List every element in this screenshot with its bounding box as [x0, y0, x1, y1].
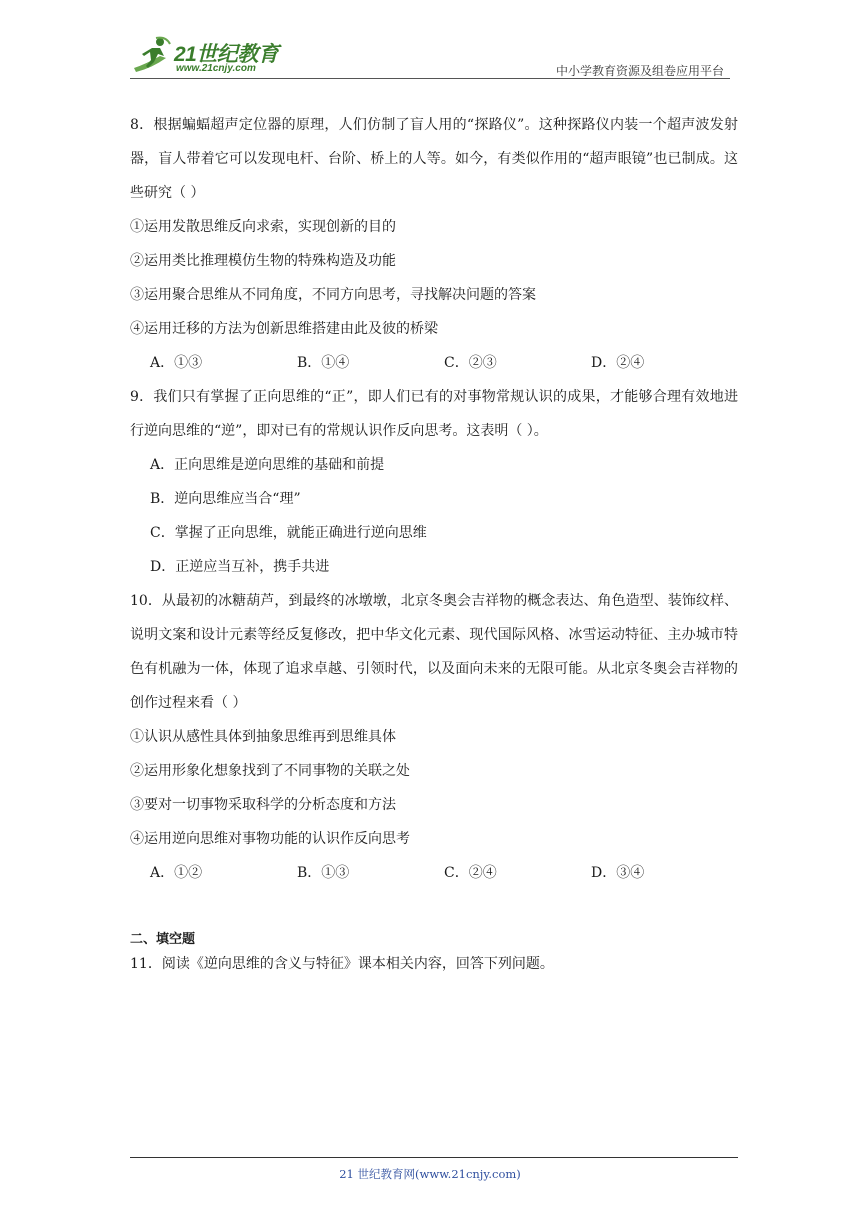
logo-text: 21世纪教育	[174, 43, 279, 66]
footer-divider	[130, 1157, 738, 1158]
question-10	[130, 584, 738, 890]
option-d: D．正逆应当互补，携手共进	[150, 559, 330, 575]
statement-item: ④运用逆向思维对事物功能的认识作反向思考	[130, 831, 410, 847]
option-c: C．掌握了正向思维，就能正确进行逆向思维	[150, 525, 427, 541]
option-a: A．①②	[150, 865, 203, 881]
statement-item: ③运用聚合思维从不同角度，不同方向思考，寻找解决问题的答案	[130, 287, 536, 303]
statement-item: ②运用类比推理模仿生物的特殊构造及功能	[130, 253, 396, 269]
option-c: C．②④	[444, 865, 497, 881]
question-8	[130, 108, 738, 380]
option-b: B．①④	[297, 355, 350, 371]
question-11: 11．阅读《逆向思维的含义与特征》课本相关内容，回答下列问题。	[130, 956, 554, 972]
logo-url: www.21cnjy.com	[176, 63, 256, 74]
runner-logo-icon	[130, 34, 174, 78]
statement-item: ①认识从感性具体到抽象思维再到思维具体	[130, 729, 396, 745]
option-a: A．①③	[150, 355, 203, 371]
option-d: D．②④	[591, 355, 645, 371]
section-fill-in	[130, 928, 738, 976]
header-platform-name: 中小学教育资源及组卷应用平台	[555, 64, 724, 78]
document-body	[130, 108, 738, 976]
option-b: B．逆向思维应当合“理”	[150, 491, 301, 507]
header-divider	[130, 78, 730, 79]
option-c: C．②③	[444, 355, 497, 371]
site-logo	[130, 34, 290, 78]
page-header	[130, 34, 730, 80]
statement-item: ②运用形象化想象找到了不同事物的关联之处	[130, 763, 410, 779]
answer-options	[130, 346, 738, 380]
option-a: A．正向思维是逆向思维的基础和前提	[150, 457, 385, 473]
statement-item: ④运用迁移的方法为创新思维搭建由此及彼的桥梁	[130, 321, 438, 337]
footer-text: 21 世纪教育网(www.21cnjy.com)	[339, 1167, 521, 1181]
option-d: D．③④	[591, 865, 645, 881]
statement-item: ①运用发散思维反向求索，实现创新的目的	[130, 219, 396, 235]
answer-options	[130, 856, 738, 890]
question-stem: 9．我们只有掌握了正向思维的“正”，即人们已有的对事物常规认识的成果，才能够合理有效地进行逆向思维的“逆”，即对已有的常规认识作反向思考。这表明（ ）。	[130, 389, 738, 439]
section-title: 二、填空题	[130, 932, 196, 947]
option-b: B．①③	[297, 865, 350, 881]
statement-item: ③要对一切事物采取科学的分析态度和方法	[130, 797, 396, 813]
question-stem: 10．从最初的冰糖葫芦，到最终的冰墩墩，北京冬奥会吉祥物的概念表达、角色造型、装饰纹样、说明文案和设计元素等经反复修改，把中华文化元素、现代国际风格、冰雪运动特征、主办城市特色有机融为一体，体现了追求卓越、引领时代，以及面向未来的无限可能。从北京冬奥会吉祥物的创作过程来看（ ）	[130, 593, 738, 711]
question-stem: 8．根据蝙蝠超声定位器的原理，人们仿制了盲人用的“探路仪”。这种探路仪内装一个超声波发射器，盲人带着它可以发现电杆、台阶、桥上的人等。如今，有类似作用的“超声眼镜”也已制成。这些研究（ ）	[130, 117, 738, 201]
question-9	[130, 380, 738, 584]
